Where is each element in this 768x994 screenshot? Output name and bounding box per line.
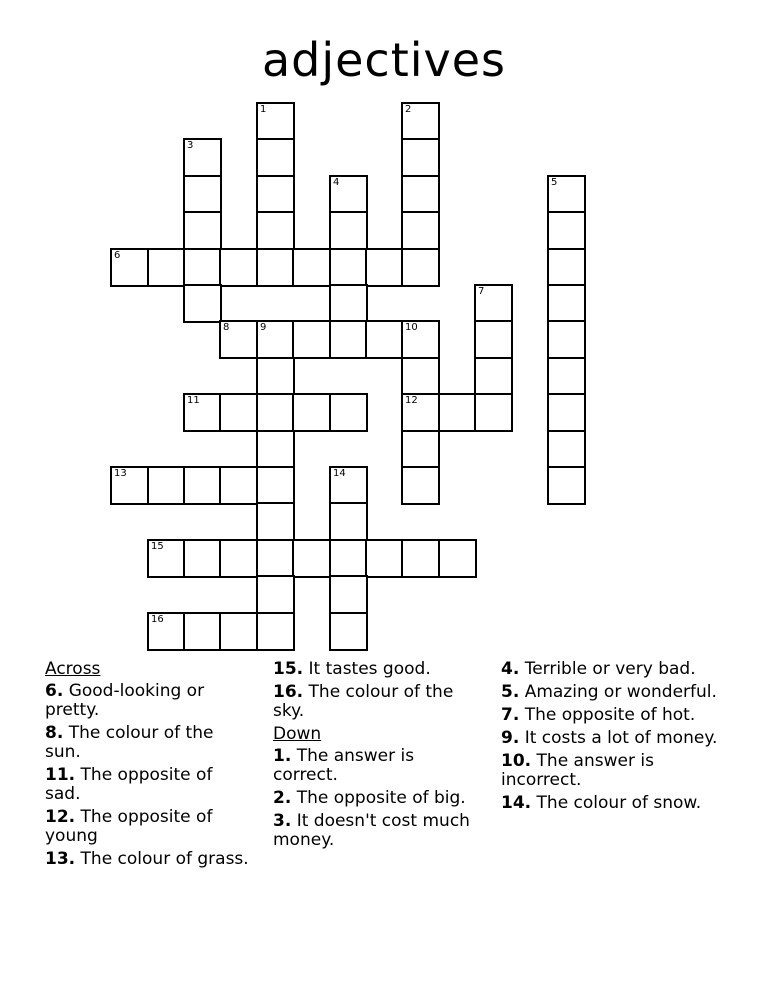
grid-cell-16[interactable] [147,612,186,651]
grid-cell[interactable] [401,357,440,396]
grid-cell[interactable] [219,612,258,651]
grid-cell[interactable] [147,248,186,287]
grid-cell[interactable] [547,248,586,287]
down-heading: Down [273,724,322,744]
grid-cell[interactable] [256,138,295,177]
clue-across-16: 16. The colour of the sky. [273,682,454,721]
grid-cell[interactable] [365,539,404,578]
grid-cell-7[interactable] [474,284,513,323]
grid-cell[interactable] [474,393,513,432]
grid-cell[interactable] [183,612,222,651]
grid-cell[interactable] [329,575,368,614]
grid-cell[interactable] [219,539,258,578]
grid-cell[interactable] [256,502,295,541]
grid-cell-14[interactable] [329,466,368,505]
across-heading: Across [45,659,101,679]
grid-cell[interactable] [474,320,513,359]
grid-cell[interactable] [256,175,295,214]
grid-cell[interactable] [401,138,440,177]
grid-cell[interactable] [256,357,295,396]
grid-cell-12[interactable] [401,393,440,432]
clue-across-15: 15. It tastes good. [273,659,431,679]
grid-cell-2[interactable] [401,102,440,141]
clue-across-11: 11. The opposite of sad. [45,765,213,804]
grid-cell[interactable] [256,575,295,614]
grid-cell[interactable] [329,393,368,432]
grid-cell-6[interactable] [110,248,149,287]
clue-down-3: 3. It doesn't cost much money. [273,811,470,850]
grid-cell[interactable] [219,393,258,432]
grid-cell[interactable] [183,466,222,505]
grid-cell-15[interactable] [147,539,186,578]
grid-cell[interactable] [256,248,295,287]
grid-cell[interactable] [183,539,222,578]
clue-across-6: 6. Good-looking or pretty. [45,681,205,720]
grid-cell[interactable] [219,248,258,287]
grid-cell[interactable] [219,466,258,505]
clue-number: 14 [333,468,346,479]
grid-cell[interactable] [438,393,477,432]
grid-cell[interactable] [329,612,368,651]
clue-down-4: 4. Terrible or very bad. [501,659,696,679]
grid-cell-10[interactable] [401,320,440,359]
clue-across-8: 8. The colour of the sun. [45,723,214,762]
clue-number: 12 [405,395,418,406]
clue-number: 4 [333,177,340,188]
grid-cell[interactable] [547,466,586,505]
clue-number: 9 [260,322,267,333]
grid-cell[interactable] [401,248,440,287]
grid-cell[interactable] [183,175,222,214]
clue-across-12: 12. The opposite of young [45,807,213,846]
grid-cell-5[interactable] [547,175,586,214]
clue-number: 2 [405,104,412,115]
clue-down-7: 7. The opposite of hot. [501,705,696,725]
grid-cell[interactable] [256,430,295,469]
grid-cell[interactable] [183,284,222,323]
grid-cell[interactable] [292,539,331,578]
clues-column-1 [45,660,250,873]
clue-number: 6 [114,250,121,261]
grid-cell[interactable] [401,539,440,578]
grid-cell-11[interactable] [183,393,222,432]
grid-cell[interactable] [292,248,331,287]
clue-down-5: 5. Amazing or wonderful. [501,682,717,702]
clue-number: 3 [187,140,194,151]
grid-cell[interactable] [547,393,586,432]
clue-down-1: 1. The answer is correct. [273,746,415,785]
clue-down-2: 2. The opposite of big. [273,788,466,808]
grid-cell[interactable] [547,284,586,323]
clue-down-9: 9. It costs a lot of money. [501,728,718,748]
grid-cell[interactable] [292,393,331,432]
grid-cell[interactable] [438,539,477,578]
grid-cell[interactable] [329,539,368,578]
clue-number: 15 [151,541,164,552]
clue-number: 7 [478,286,485,297]
grid-cell[interactable] [547,211,586,250]
grid-cell[interactable] [365,248,404,287]
grid-cell[interactable] [401,466,440,505]
grid-cell-1[interactable] [256,102,295,141]
grid-cell-4[interactable] [329,175,368,214]
clue-across-13: 13. The colour of grass. [45,849,249,869]
grid-cell[interactable] [256,211,295,250]
grid-cell[interactable] [256,612,295,651]
clues-column-2 [273,660,483,854]
grid-cell[interactable] [183,211,222,250]
grid-cell[interactable] [329,211,368,250]
grid-cell[interactable] [474,357,513,396]
grid-cell[interactable] [292,320,331,359]
grid-cell[interactable] [547,320,586,359]
grid-cell[interactable] [183,248,222,287]
grid-cell[interactable] [329,320,368,359]
grid-cell[interactable] [401,211,440,250]
grid-cell[interactable] [365,320,404,359]
grid-cell[interactable] [401,175,440,214]
grid-cell-3[interactable] [183,138,222,177]
clue-number: 16 [151,614,164,625]
clue-number: 5 [551,177,558,188]
clue-number: 13 [114,468,127,479]
clue-down-10: 10. The answer is incorrect. [501,751,654,790]
grid-cell[interactable] [547,430,586,469]
grid-cell[interactable] [329,248,368,287]
clue-number: 10 [405,322,418,333]
clue-number: 11 [187,395,200,406]
clue-number: 8 [223,322,230,333]
grid-cell[interactable] [401,430,440,469]
grid-cell[interactable] [147,466,186,505]
grid-cell-8[interactable] [219,320,258,359]
grid-cell[interactable] [329,284,368,323]
grid-cell[interactable] [256,393,295,432]
grid-cell[interactable] [256,539,295,578]
clue-down-14: 14. The colour of snow. [501,793,702,813]
grid-cell-13[interactable] [110,466,149,505]
grid-cell[interactable] [547,357,586,396]
puzzle-title: adjectives [261,33,507,87]
grid-cell-9[interactable] [256,320,295,359]
clues-column-3 [501,660,731,817]
grid-cell[interactable] [256,466,295,505]
clue-number: 1 [260,104,267,115]
grid-cell[interactable] [329,502,368,541]
